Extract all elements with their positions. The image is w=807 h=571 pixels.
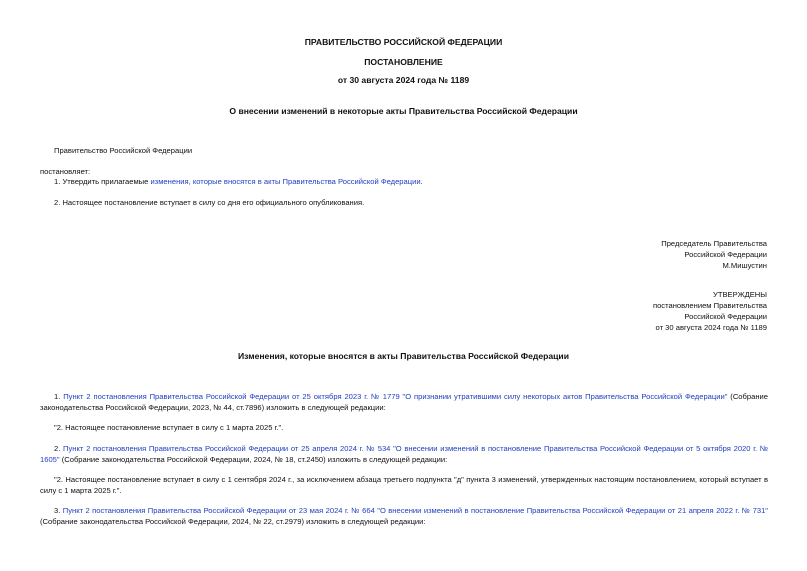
doc-type-heading: ПОСТАНОВЛЕНИЕ <box>364 57 443 67</box>
item-1-prefix: 1. Утвердить прилагаемые <box>54 177 151 186</box>
change-3-rest: (Собрание законодательства Российской Федерации, 2024, № 22, ст.2979) изложить в следующей редакции: <box>40 517 426 526</box>
change-paragraph-3 <box>40 505 768 527</box>
item-1-link[interactable]: изменения, которые вносятся в акты Правительства Российской Федерации <box>150 177 421 186</box>
doc-date-number: от 30 августа 2024 года № 1189 <box>337 75 470 85</box>
item-1 <box>54 176 423 187</box>
change-2-number: 2. <box>54 444 64 453</box>
signature-line-1: Председатель Правительства <box>661 239 767 248</box>
change-3-number: 3. <box>54 506 63 515</box>
changes-title: Изменения, которые вносятся в акты Правительства Российской Федерации <box>237 351 569 361</box>
item-1-suffix: . <box>420 177 423 186</box>
change-2-quote: "2. Настоящее постановление вступает в силу с 1 сентября 2024 г., за исключением абзаца третьего подпункта "д" пункта 3 изменений, утвержденных настоящим постановлением, который вступает в силу с 1 марта 2025 г.". <box>40 475 768 495</box>
change-2-rest: (Собрание законодательства Российской Федерации, 2024, № 18, ст.2450) изложить в следующей редакции: <box>59 455 448 464</box>
approval-line-2: постановлением Правительства <box>652 301 767 310</box>
change-3-link[interactable]: Пункт 2 постановления Правительства Российской Федерации от 23 мая 2024 г. № 664 "О внесении изменений в постановление Правительства Российской Федерации от 21 апреля 2022 г. № 731" <box>62 506 768 515</box>
approval-line-3: Российской Федерации <box>684 312 767 321</box>
approval-block <box>653 289 767 333</box>
signature-line-2: Российской Федерации <box>684 250 767 259</box>
change-1-number: 1. <box>54 392 64 401</box>
approval-line-4: от 30 августа 2024 года № 1189 <box>655 323 767 332</box>
change-1-quote: "2. Настоящее постановление вступает в силу с 1 марта 2025 г.". <box>54 423 284 432</box>
change-paragraph-2 <box>40 443 768 465</box>
doc-title: О внесении изменений в некоторые акты Правительства Российской Федерации <box>229 106 578 116</box>
change-2-link[interactable]: Пункт 2 постановления Правительства Российской Федерации от 25 апреля 2024 г. № 534 "О внесении изменений в постановление Правительства Российской Федерации от 5 октября 2020 г. № 1605" <box>40 444 768 464</box>
change-1-link[interactable]: Пункт 2 постановления Правительства Российской Федерации от 25 октября 2023 г. № 1779 "О признании утратившими силу некоторых актов Правительства Российской Федерации" <box>63 392 728 401</box>
change-1-rest: (Собрание законодательства Российской Федерации, 2023, № 44, ст.7896) изложить в следующей редакции: <box>40 392 768 412</box>
approval-line-1: УТВЕРЖДЕНЫ <box>713 290 767 299</box>
government-heading: ПРАВИТЕЛЬСТВО РОССИЙСКОЙ ФЕДЕРАЦИИ <box>304 37 503 47</box>
signature-line-3: М.Мишустин <box>722 261 767 270</box>
signature-block <box>661 238 767 271</box>
intro-text: Правительство Российской Федерации <box>54 146 193 155</box>
item-2: 2. Настоящее постановление вступает в силу со дня его официального опубликования. <box>54 198 365 207</box>
change-paragraph-1 <box>40 391 768 413</box>
decides-text: постановляет: <box>40 167 91 176</box>
